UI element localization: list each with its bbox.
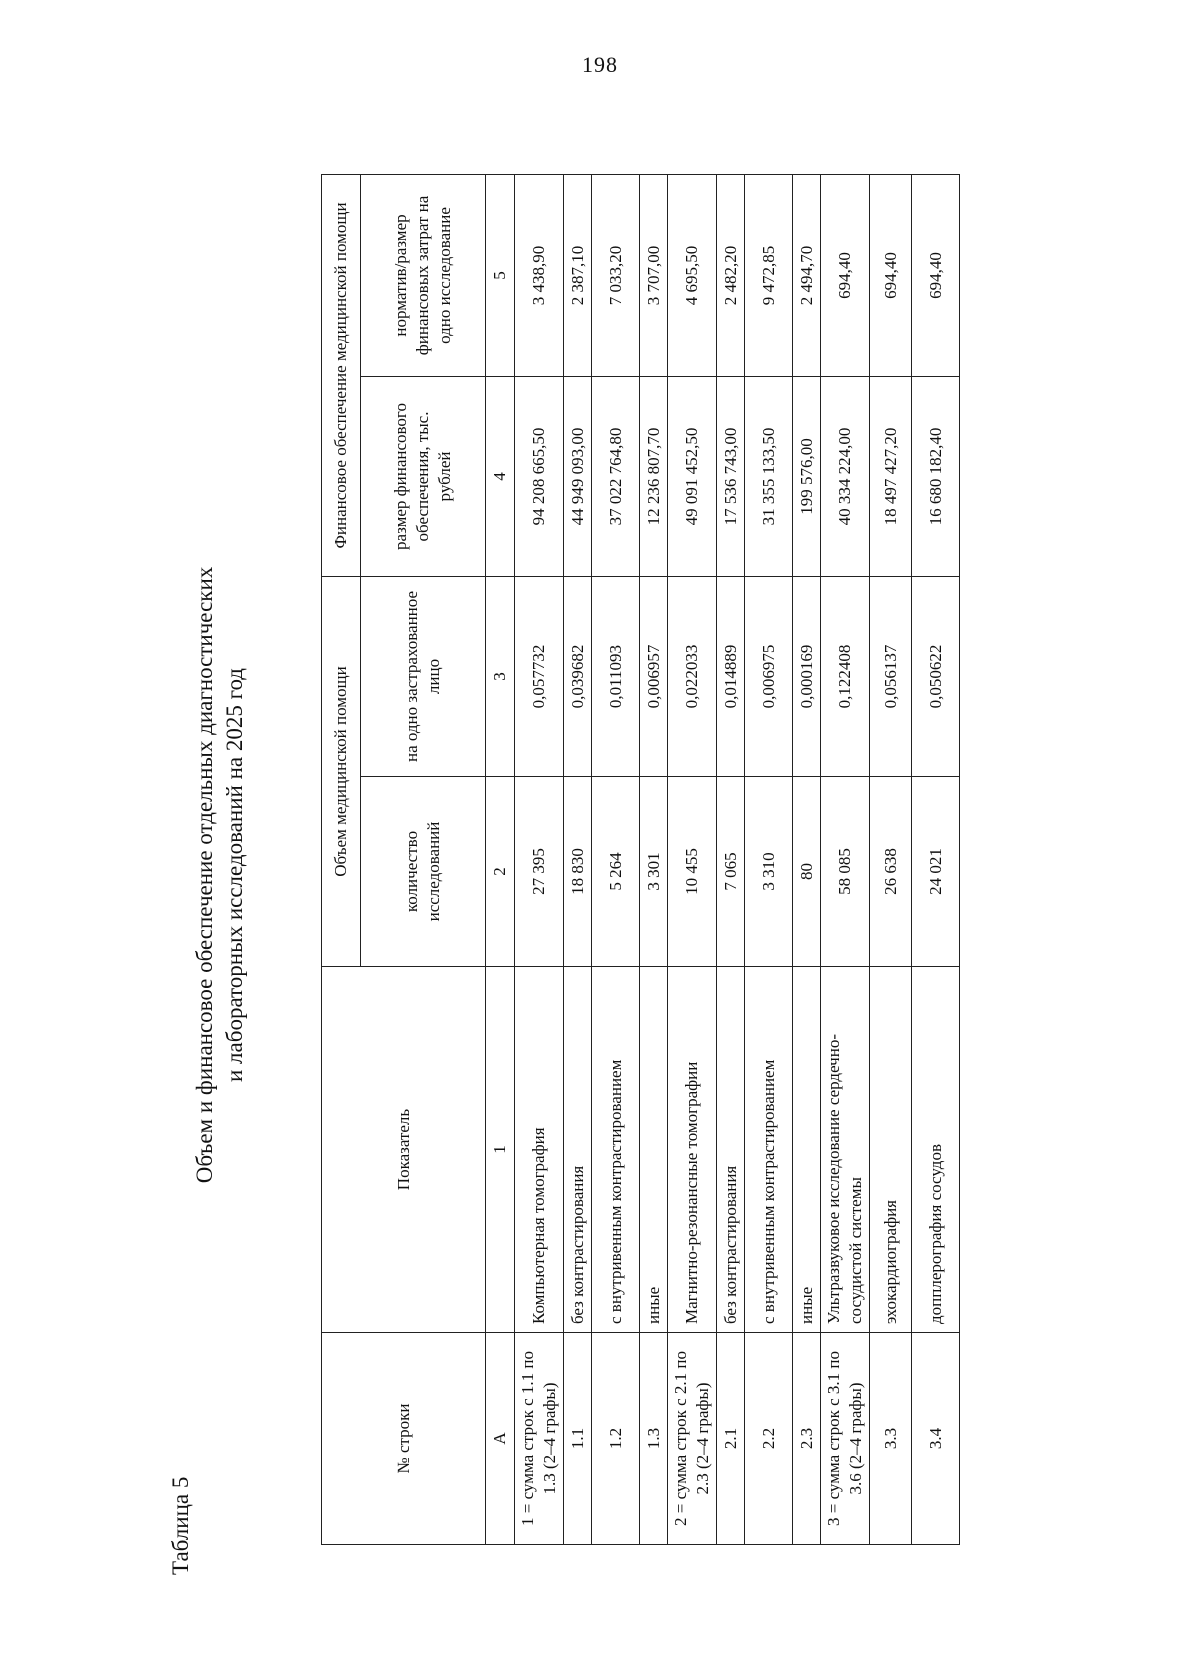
header-per-person: на одно застрахованное лицо	[361, 576, 486, 776]
per-person-cell: 0,011093	[592, 576, 640, 776]
per-person-cell: 0,122408	[821, 576, 870, 776]
row-number-cell: 3.4	[912, 1333, 960, 1545]
indicator-cell: иные	[640, 967, 668, 1333]
table-row	[515, 174, 564, 1544]
row-number-cell: 1 = сумма строк с 1.1 по 1.3 (2–4 графы)	[515, 1333, 564, 1545]
column-number-1: 1	[486, 967, 515, 1333]
amount-cell: 44 949 093,00	[564, 376, 592, 576]
indicator-cell: эхокардиография	[870, 967, 912, 1333]
indicator-cell: Ультразвуковое исследование сердечно-сосудистой системы	[821, 967, 870, 1333]
amount-cell: 18 497 427,20	[870, 376, 912, 576]
header-indicator: Показатель	[322, 967, 486, 1333]
norm-cell: 694,40	[912, 174, 960, 376]
indicator-cell: допплерография сосудов	[912, 967, 960, 1333]
count-cell: 3 301	[640, 777, 668, 967]
table-title-line-2: и лабораторных исследований на 2025 год	[222, 668, 247, 1082]
data-table	[321, 174, 960, 1545]
table-title	[190, 175, 250, 1575]
per-person-cell: 0,006957	[640, 576, 668, 776]
norm-cell: 7 033,20	[592, 174, 640, 376]
table-label: Таблица 5	[168, 1476, 193, 1575]
header-finance-group: Финансовое обеспечение медицинской помощи	[322, 174, 361, 576]
column-number-2: 2	[486, 777, 515, 967]
amount-cell: 12 236 807,70	[640, 376, 668, 576]
norm-cell: 2 494,70	[793, 174, 821, 376]
column-number-4: 4	[486, 376, 515, 576]
per-person-cell: 0,050622	[912, 576, 960, 776]
header-amount: размер финансового обеспечения, тыс. рублей	[361, 376, 486, 576]
count-cell: 27 395	[515, 777, 564, 967]
header-norm: норматив/размер финансовых затрат на одно исследование	[361, 174, 486, 376]
row-number-cell: 1.2	[592, 1333, 640, 1545]
per-person-cell: 0,006975	[745, 576, 793, 776]
count-cell: 3 310	[745, 777, 793, 967]
table-row	[592, 174, 640, 1544]
norm-cell: 2 482,20	[717, 174, 745, 376]
table-row	[912, 174, 960, 1544]
per-person-cell: 0,014889	[717, 576, 745, 776]
count-cell: 80	[793, 777, 821, 967]
norm-cell: 694,40	[821, 174, 870, 376]
rotated-page-content	[140, 175, 1040, 1575]
row-number-cell: 1.3	[640, 1333, 668, 1545]
per-person-cell: 0,056137	[870, 576, 912, 776]
norm-cell: 9 472,85	[745, 174, 793, 376]
per-person-cell: 0,039682	[564, 576, 592, 776]
column-number-a: А	[486, 1333, 515, 1545]
table-row	[640, 174, 668, 1544]
table-row	[564, 174, 592, 1544]
indicator-cell: иные	[793, 967, 821, 1333]
amount-cell: 49 091 452,50	[668, 376, 717, 576]
row-number-cell: 1.1	[564, 1333, 592, 1545]
indicator-cell: с внутривенным контрастированием	[745, 967, 793, 1333]
norm-cell: 4 695,50	[668, 174, 717, 376]
row-number-cell: 3.3	[870, 1333, 912, 1545]
per-person-cell: 0,000169	[793, 576, 821, 776]
column-number-5: 5	[486, 174, 515, 376]
row-number-cell: 3 = сумма строк с 3.1 по 3.6 (2–4 графы)	[821, 1333, 870, 1545]
table-title-line-1: Объем и финансовое обеспечение отдельных диагностических	[192, 566, 217, 1184]
count-cell: 7 065	[717, 777, 745, 967]
count-cell: 58 085	[821, 777, 870, 967]
count-cell: 5 264	[592, 777, 640, 967]
indicator-cell: с внутривенным контрастированием	[592, 967, 640, 1333]
table-row	[717, 174, 745, 1544]
count-cell: 24 021	[912, 777, 960, 967]
per-person-cell: 0,022033	[668, 576, 717, 776]
header-count: количество исследований	[361, 777, 486, 967]
table-row	[870, 174, 912, 1544]
indicator-cell: без контрастирования	[564, 967, 592, 1333]
count-cell: 18 830	[564, 777, 592, 967]
per-person-cell: 0,057732	[515, 576, 564, 776]
table-row	[821, 174, 870, 1544]
table-row	[668, 174, 717, 1544]
table-row	[745, 174, 793, 1544]
norm-cell: 3 707,00	[640, 174, 668, 376]
amount-cell: 17 536 743,00	[717, 376, 745, 576]
norm-cell: 2 387,10	[564, 174, 592, 376]
amount-cell: 40 334 224,00	[821, 376, 870, 576]
column-number-3: 3	[486, 576, 515, 776]
norm-cell: 3 438,90	[515, 174, 564, 376]
amount-cell: 199 576,00	[793, 376, 821, 576]
count-cell: 26 638	[870, 777, 912, 967]
row-number-cell: 2 = сумма строк с 2.1 по 2.3 (2–4 графы)	[668, 1333, 717, 1545]
header-volume-group: Объем медицинской помощи	[322, 576, 361, 966]
amount-cell: 31 355 133,50	[745, 376, 793, 576]
amount-cell: 94 208 665,50	[515, 376, 564, 576]
indicator-cell: Магнитно-резонансные томографии	[668, 967, 717, 1333]
row-number-cell: 2.3	[793, 1333, 821, 1545]
header-row-no: № строки	[322, 1333, 486, 1545]
indicator-cell: Компьютерная томография	[515, 967, 564, 1333]
amount-cell: 37 022 764,80	[592, 376, 640, 576]
row-number-cell: 2.2	[745, 1333, 793, 1545]
indicator-cell: без контрастирования	[717, 967, 745, 1333]
row-number-cell: 2.1	[717, 1333, 745, 1545]
norm-cell: 694,40	[870, 174, 912, 376]
count-cell: 10 455	[668, 777, 717, 967]
table-row	[793, 174, 821, 1544]
page-number: 198	[582, 52, 618, 77]
amount-cell: 16 680 182,40	[912, 376, 960, 576]
table-body	[515, 174, 960, 1544]
